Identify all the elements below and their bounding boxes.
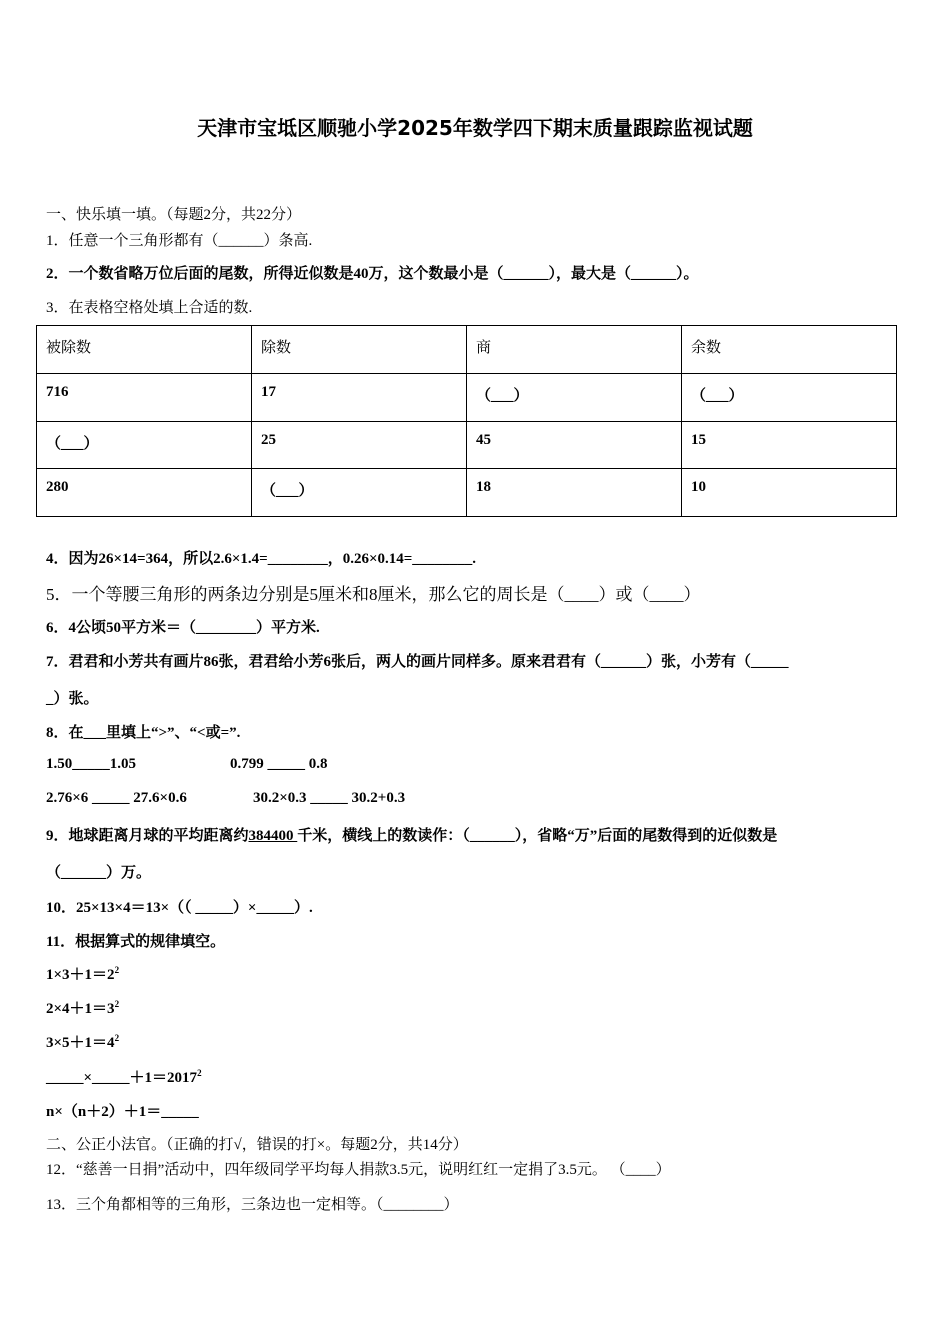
exponent: 2 (114, 965, 120, 975)
q11-pattern-2-text: 2×4＋1＝3 (46, 1001, 115, 1017)
q8-compare-3: 2.76×6 _____ 27.6×0.6 (46, 790, 187, 806)
question-3: 3．在表格空格处填上合适的数. (46, 300, 253, 316)
table-cell: （___） (252, 469, 467, 517)
table-cell: 15 (682, 421, 897, 469)
q9-text-after: 千米，横线上的数读作：（______），省略“万”后面的尾数得到的近似数是 (297, 828, 778, 844)
table-row (37, 421, 897, 469)
q8-compare-4: 30.2×0.3 _____ 30.2+0.3 (253, 790, 406, 806)
q11-pattern-1 (46, 963, 119, 984)
question-4: 4．因为26×14=364，所以2.6×1.4=________，0.26×0.14=________. (46, 551, 477, 567)
q9-distance-number: 384400 (248, 828, 298, 844)
table-cell: 10 (682, 469, 897, 517)
table-row (37, 469, 897, 517)
question-7-continued: _）张。 (46, 691, 99, 707)
q11-pattern-1-text: 1×3＋1＝2 (46, 967, 115, 983)
question-13: 13．三个角都相等的三角形，三条边也一定相等。（________） (46, 1197, 459, 1213)
question-2: 2．一个数省略万位后面的尾数，所得近似数是40万，这个数最小是（______），最大是（______）。 (46, 266, 699, 282)
question-9 (46, 824, 777, 845)
question-9-continued: （______）万。 (46, 865, 152, 881)
table-header-cell: 除数 (252, 326, 467, 374)
table-header-row (37, 326, 897, 374)
q11-pattern-4-text: _____×_____＋1＝2017 (46, 1070, 198, 1086)
page-title: 天津市宝坻区顺驰小学2025年数学四下期末质量跟踪监视试题 (197, 116, 753, 140)
q8-compare-1: 1.50_____1.05 (46, 756, 136, 772)
table-cell: 45 (467, 421, 682, 469)
exponent: 2 (114, 999, 120, 1009)
division-table (36, 325, 897, 517)
question-6: 6．4公顷50平方米＝（________）平方米. (46, 620, 320, 636)
question-5: 5．一个等腰三角形的两条边分别是5厘米和8厘米，那么它的周长是（____）或（____） (46, 585, 701, 604)
section-2-heading: 二、公正小法官。（正确的打√，错误的打×。每题2分，共14分） (46, 1137, 468, 1153)
question-7: 7．君君和小芳共有画片86张，君君给小芳6张后，两人的画片同样多。原来君君有（______）张，小芳有（_____ (46, 654, 789, 670)
table-header-cell: 被除数 (37, 326, 252, 374)
question-10: 10．25×13×4＝13×（（ _____）×_____）. (46, 900, 313, 916)
table-cell: 18 (467, 469, 682, 517)
question-8: 8．在___里填上“>”、“<或=”. (46, 725, 241, 741)
table-cell: （___） (37, 421, 252, 469)
q9-text-before: 9．地球距离月球的平均距离约 (46, 828, 249, 844)
table-cell: 280 (37, 469, 252, 517)
table-header-cell: 余数 (682, 326, 897, 374)
q8-compare-2: 0.799 _____ 0.8 (230, 756, 328, 772)
q11-pattern-4 (46, 1066, 202, 1087)
question-1: 1．任意一个三角形都有（______）条高. (46, 233, 313, 249)
q11-pattern-2 (46, 997, 119, 1018)
table-cell: （___） (682, 373, 897, 421)
q11-pattern-5: n×（n＋2）＋1＝_____ (46, 1104, 199, 1120)
exponent: 2 (114, 1033, 120, 1043)
q11-pattern-3-text: 3×5＋1＝4 (46, 1035, 115, 1051)
table-cell: 17 (252, 373, 467, 421)
question-11: 11．根据算式的规律填空。 (46, 934, 226, 950)
table-cell: 716 (37, 373, 252, 421)
table-header-cell: 商 (467, 326, 682, 374)
table-row (37, 373, 897, 421)
table-cell: 25 (252, 421, 467, 469)
question-12: 12．“慈善一日捐”活动中，四年级同学平均每人捐款3.5元，说明红红一定捐了3.5元。 （____） (46, 1162, 671, 1178)
section-1-heading: 一、快乐填一填。（每题2分，共22分） (46, 207, 302, 223)
q11-pattern-3 (46, 1031, 119, 1052)
exponent: 2 (197, 1068, 202, 1078)
table-cell: （___） (467, 373, 682, 421)
